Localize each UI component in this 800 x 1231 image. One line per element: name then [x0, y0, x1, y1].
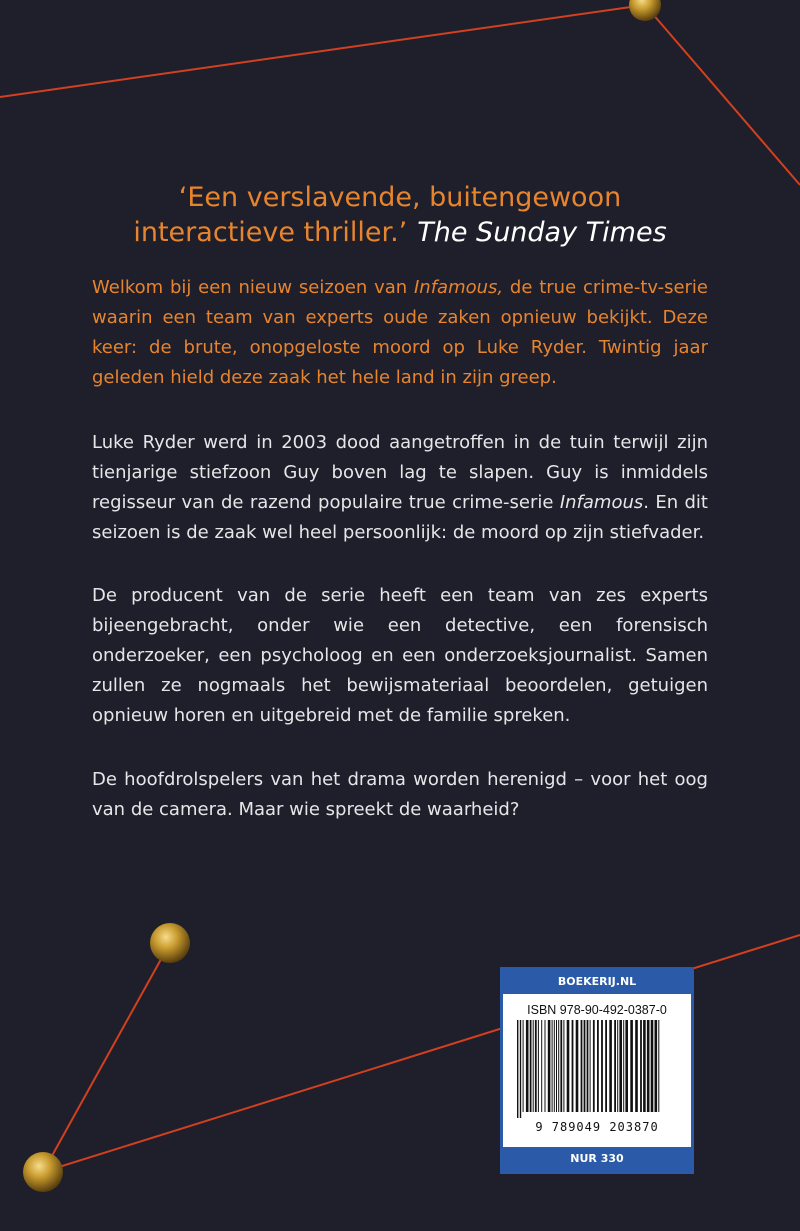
- barcode-bar: [601, 1020, 603, 1112]
- red-string: [645, 5, 800, 185]
- barcode-bar: [584, 1020, 586, 1112]
- barcode-bar: [581, 1020, 583, 1112]
- body-paragraph: De producent van de serie heeft een team van zes experts bijeengebracht, onder wie een detective, een forensisch onderzoeker, een psycholoog en een onderzoeksjournalist. Samen zullen ze nogmaals het bewijsmateriaal beoordelen, getuigen opnieuw horen en uitgebreid met de familie spreken.: [92, 585, 708, 726]
- barcode-bar: [563, 1020, 564, 1112]
- nur-code: NUR 330: [503, 1147, 691, 1171]
- barcode-bar: [651, 1020, 654, 1112]
- barcode-bar: [630, 1020, 633, 1112]
- barcode-bar: [548, 1020, 551, 1112]
- gold-pin-icon: [23, 1152, 63, 1192]
- quote-line-2: interactieve thriller.’: [133, 217, 408, 248]
- barcode-bar: [541, 1020, 542, 1112]
- barcode-bar: [538, 1020, 539, 1112]
- barcode-bar: [556, 1020, 557, 1112]
- quote-line-1: ‘Een verslavende, buitengewoon: [178, 182, 622, 213]
- barcode-bar: [605, 1020, 607, 1112]
- barcode-bar: [523, 1020, 524, 1112]
- intro-paragraph: Welkom bij een nieuw seizoen van Infamous, de true crime-tv-serie waarin een team van experts oude zaken opnieuw bekijkt. Deze keer: de brute, onopgeloste moord op Luke Ryder. Twintig jaar geleden hield deze zaak het hele land in zijn greep.: [92, 277, 709, 388]
- barcode-bar: [587, 1020, 589, 1112]
- publisher-url: BOEKERIJ.NL: [503, 970, 691, 994]
- barcode-bar: [533, 1020, 534, 1112]
- barcode-bar: [572, 1020, 574, 1112]
- barcode-bar: [635, 1020, 638, 1112]
- barcode-bar: [554, 1020, 555, 1112]
- isbn-number: ISBN 978-90-492-0387-0: [527, 1003, 667, 1017]
- series-title: Infamous: [559, 492, 644, 513]
- barcode-bar: [567, 1020, 570, 1112]
- barcode-bar: [558, 1020, 559, 1112]
- review-quote: [60, 180, 740, 250]
- barcode-bar: [609, 1020, 612, 1112]
- barcode-bar: [619, 1020, 622, 1112]
- barcode-bar: [617, 1020, 618, 1112]
- barcode-label: [500, 967, 694, 1174]
- quote-source: The Sunday Times: [417, 217, 667, 248]
- barcode-bar: [535, 1020, 537, 1112]
- barcode-bar: [655, 1020, 658, 1112]
- barcode-icon: [515, 1020, 679, 1118]
- barcode-bar: [625, 1020, 628, 1112]
- barcode-bar: [576, 1020, 579, 1112]
- barcode-bar: [614, 1020, 616, 1112]
- barcode-bar: [640, 1020, 642, 1112]
- red-string: [0, 5, 645, 97]
- barcode-bar: [526, 1020, 529, 1112]
- barcode-bar: [647, 1020, 650, 1112]
- barcode-bar: [658, 1020, 659, 1112]
- barcode-bar: [545, 1020, 546, 1112]
- body-paragraph: De hoofdrolspelers van het drama worden herenigd – voor het oog van de camera. Maar wie spreekt de waarheid?: [92, 769, 708, 820]
- barcode-digits: 9 789049 203870: [535, 1120, 659, 1134]
- barcode-bar: [623, 1020, 624, 1112]
- barcode-bar: [530, 1020, 532, 1112]
- barcode-bar: [643, 1020, 646, 1112]
- barcode-bar: [517, 1020, 518, 1118]
- barcode-bar: [520, 1020, 521, 1118]
- barcode-bar: [590, 1020, 591, 1112]
- body-paragraph: Luke Ryder werd in 2003 dood aangetroffen in de tuin terwijl zijn tienjarige stiefzoon Guy boven lag te slapen. Guy is inmiddels regisseur van de razend populaire true crime-serie Infamous. En dit seizoen is de zaak wel heel persoonlijk: de moord op zijn stiefvader.: [92, 432, 708, 543]
- barcode-bar: [593, 1020, 595, 1112]
- series-title: Infamous,: [414, 277, 504, 298]
- barcode-bar: [552, 1020, 553, 1112]
- gold-pin-icon: [150, 923, 190, 963]
- barcode-bar: [597, 1020, 599, 1112]
- barcode-bar: [560, 1020, 562, 1112]
